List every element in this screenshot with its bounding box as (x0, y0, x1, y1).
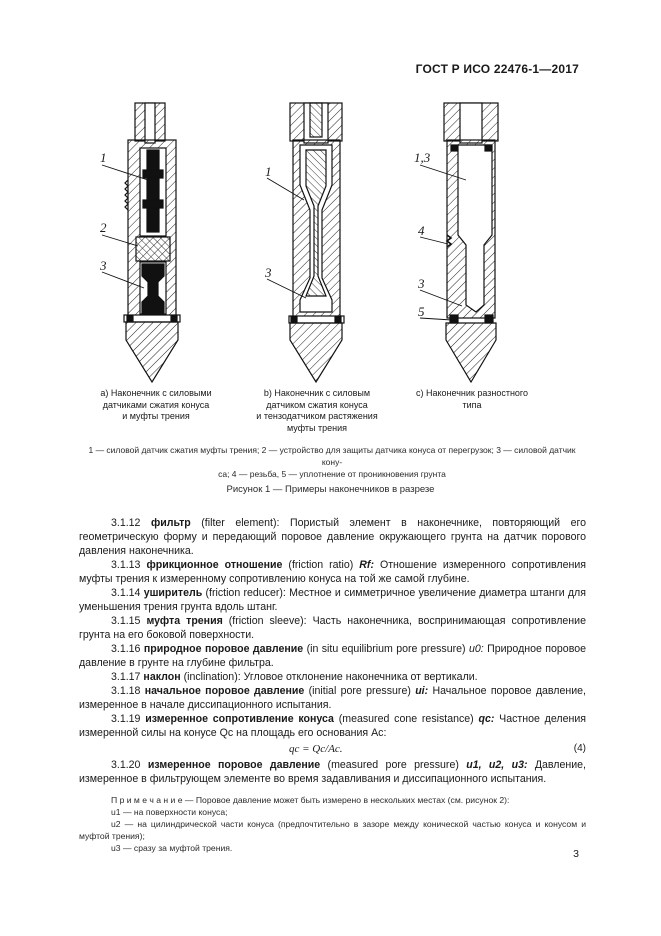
callout-c-13: 1,3 (414, 150, 431, 165)
term-3-1-13: 3.1.13 фрикционное отношение (friction ratio) Rf: Отношение измеренного сопротивления муфты трения к измеренному сопротивлению конуса на той же самой глубине. (79, 559, 586, 585)
cone-section-c (444, 103, 498, 382)
callout-a-2: 2 (100, 220, 107, 235)
figure-title: Рисунок 1 — Примеры наконечников в разрезе (226, 484, 435, 495)
page-number: 3 (573, 848, 579, 860)
term-3-1-12: 3.1.12 фильтр (filter element): Пористый элемент в наконечнике, повторяющий его геометрическую форму и передающий поровое давление окружающего грунта на датчик порового давления наконечника. (79, 517, 586, 557)
callout-b-1: 1 (265, 164, 272, 179)
term-3-1-15: 3.1.15 муфта трения (friction sleeve): Часть наконечника, воспринимающая сопротивление грунта на его боковой поверхности. (79, 615, 586, 641)
cone-section-a (124, 103, 180, 382)
cone-section-b (289, 103, 344, 382)
term-3-1-16: 3.1.16 природное поровое давление (in situ equilibrium pore pressure) u0: Природное поровое давление в грунте на глубине фильтра. (79, 643, 586, 669)
callout-b-3: 3 (265, 265, 272, 280)
caption-b: b) Наконечник с силовым датчиком сжатия конуса и тензодатчиком растяжения муфты трения (256, 388, 378, 433)
terms-list (79, 516, 586, 854)
term-3-1-20: 3.1.20 измеренное поровое давление (measured pore pressure) u1, u2, u3: Давление, измеренное в фильтрующем элементе во время задавливания и диссипационного испытания. (79, 759, 586, 785)
note-block: П р и м е ч а н и е — Поровое давление может быть измерено в нескольких местах (см. рисунок 2): u1 — на поверхности конуса; u2 — на цилиндрической части конуса (предпочтительно в зазоре между конической частью конуса и конусом и муфтой трения); u3 — сразу за муфтой трения. (79, 795, 586, 853)
callout-c-5: 5 (418, 304, 425, 319)
callout-c-3: 3 (418, 276, 425, 291)
term-3-1-18: 3.1.18 начальное поровое давление (initial pore pressure) ui: Начальное поровое давление, измеренное в начале диссипационного испытания. (79, 685, 586, 711)
caption-c: с) Наконечник разностного типа (415, 388, 529, 410)
caption-a: а) Наконечник с силовыми датчиками сжатия конуса и муфты трения (100, 388, 212, 421)
formula-4: qc = Qc/Ac. (4) (289, 743, 586, 755)
callout-a-1: 1 (100, 150, 107, 165)
callout-c-4: 4 (418, 223, 425, 238)
term-3-1-17: 3.1.17 наклон (inclination): Угловое отклонение наконечника от вертикали. (111, 671, 478, 683)
callout-a-3: 3 (100, 258, 107, 273)
figure-legend: 1 — силовой датчик сжатия муфты трения; 2 — устройство для защиты датчика конуса от перегрузок; 3 — силовой датчик кону- са; 4 — резьба, 5 — уплотнение от проникновения грунта (88, 445, 576, 479)
term-3-1-14: 3.1.14 уширитель (friction reducer): Местное и симметричное увеличение диаметра штанги для уменьшения трения грунта вдоль штанг. (79, 587, 586, 613)
term-3-1-19: 3.1.19 измеренное сопротивление конуса (measured cone resistance) qc: Частное деления измеренной силы на конусе Qc на площадь его основания Ac: (79, 713, 586, 739)
document-standard-code: ГОСТ Р ИСО 22476-1—2017 (415, 62, 579, 76)
